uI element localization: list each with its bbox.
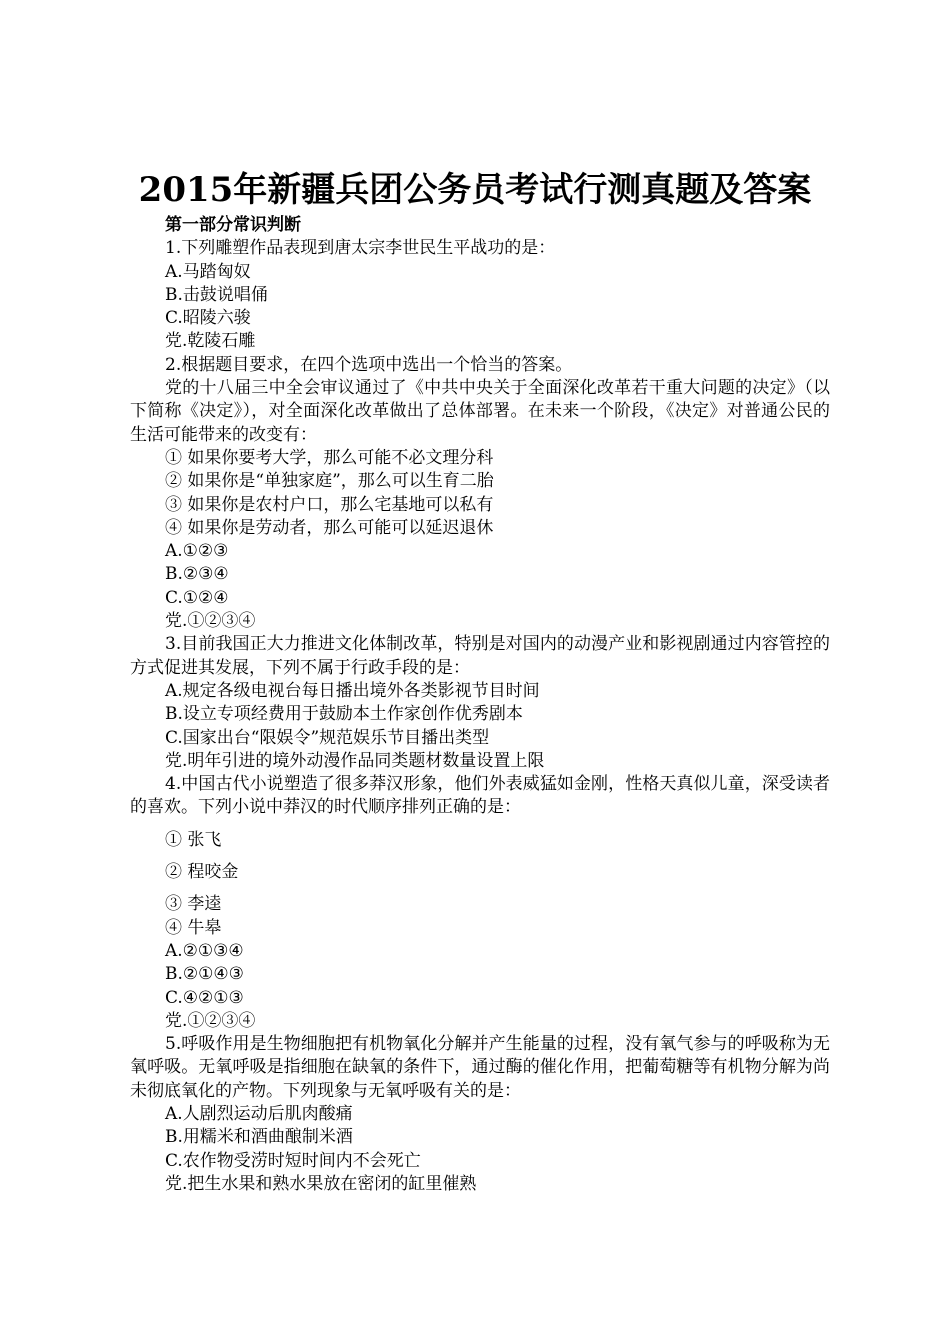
question-2-statement-2: ② 如果你是“单独家庭”，那么可以生育二胎 xyxy=(165,471,494,492)
question-4-statement-4: ④ 牛皋 xyxy=(165,917,222,938)
question-2-passage: 党的十八届三中全会审议通过了《中共中央关于全面深化改革若干重大问题的决定》（以下简称《决定》），对全面深化改革做出了总体部署。在未来一个阶段，《决定》对普通公民的生活可能带来的改变有： xyxy=(130,378,830,445)
document-body xyxy=(130,214,830,1196)
question-1-option-c: C.昭陵六骏 xyxy=(165,308,251,329)
question-2-option-a: A.①②③ xyxy=(165,541,229,562)
question-4-option-c: C.④②①③ xyxy=(165,987,244,1008)
question-4-stem: 4.中国古代小说塑造了很多莽汉形象，他们外表威猛如金刚，性格天真似儿童，深受读者的喜欢。下列小说中莽汉的时代顺序排列正确的是： xyxy=(130,774,830,818)
question-5-stem: 5.呼吸作用是生物细胞把有机物氧化分解并产生能量的过程，没有氧气参与的呼吸称为无氧呼吸。无氧呼吸是指细胞在缺氧的条件下，通过酶的催化作用，把葡萄糖等有机物分解为尚未彻底氧化的产物。下列现象与无氧呼吸有关的是： xyxy=(130,1034,830,1101)
question-2-stem: 2.根据题目要求，在四个选项中选出一个恰当的答案。 xyxy=(165,354,573,375)
question-4-statement-3: ③ 李逵 xyxy=(165,894,222,915)
document-title: 2015年新疆兵团公务员考试行测真题及答案 xyxy=(138,170,812,210)
question-4-option-a: A.②①③④ xyxy=(165,940,244,961)
question-4-option-b: B.②①④③ xyxy=(165,964,244,985)
question-5-option-a: A.人剧烈运动后肌肉酸痛 xyxy=(165,1103,353,1124)
question-3-option-b: B.设立专项经费用于鼓励本土作家创作优秀剧本 xyxy=(165,704,523,725)
question-3-option-c: C.国家出台“限娱令”规范娱乐节目播出类型 xyxy=(165,727,490,748)
section-heading: 第一部分常识判断 xyxy=(165,215,301,235)
question-2-statement-1: ① 如果你要考大学，那么可能不必文理分科 xyxy=(165,447,494,468)
question-2-option-c: C.①②④ xyxy=(165,587,229,608)
question-1-option-a: A.马踏匈奴 xyxy=(165,261,251,282)
question-4-option-d: 党.①②③④ xyxy=(165,1010,256,1031)
question-4-statement-2: ② 程咬金 xyxy=(165,862,239,883)
question-3-option-a: A.规定各级电视台每日播出境外各类影视节目时间 xyxy=(165,680,540,701)
question-5-option-c: C.农作物受涝时短时间内不会死亡 xyxy=(165,1150,421,1171)
question-3-stem: 3.目前我国正大力推进文化体制改革，特别是对国内的动漫产业和影视剧通过内容管控的方式促进其发展，下列不属于行政手段的是： xyxy=(130,634,830,678)
question-1-option-b: B.击鼓说唱俑 xyxy=(165,284,268,305)
question-2-statement-3: ③ 如果你是农村户口，那么宅基地可以私有 xyxy=(165,494,494,515)
question-5-option-b: B.用糯米和酒曲酿制米酒 xyxy=(165,1127,353,1148)
question-4-statement-1: ① 张飞 xyxy=(165,829,222,850)
question-2-statement-4: ④ 如果你是劳动者，那么可能可以延迟退休 xyxy=(165,517,494,538)
question-2-option-d: 党.①②③④ xyxy=(165,611,256,632)
question-5-option-d: 党.把生水果和熟水果放在密闭的缸里催熟 xyxy=(165,1173,477,1194)
question-1-option-d: 党.乾陵石雕 xyxy=(165,331,256,352)
question-1-stem: 1.下列雕塑作品表现到唐太宗李世民生平战功的是： xyxy=(165,238,556,259)
question-3-option-d: 党.明年引进的境外动漫作品同类题材数量设置上限 xyxy=(165,750,545,771)
question-2-option-b: B.②③④ xyxy=(165,564,229,585)
